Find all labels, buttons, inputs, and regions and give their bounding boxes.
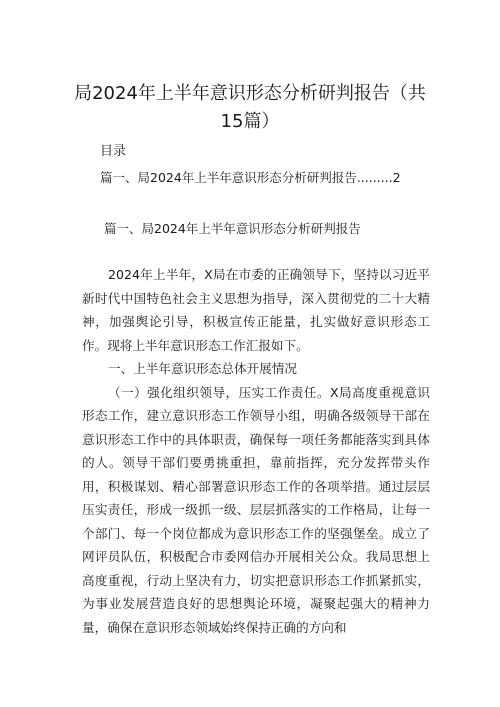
paragraph-leadership: （一）强化组织领导，压实工作责任。X局高度重视意识形态工作，建立意识形态工作领导小组，明确各级领导干部在意识形态工作中的具体职责，确保每一项任务都能落实到具体的人。领导干部们要勇挑重担，靠前指挥，充分发挥带头作用，积极谋划、精心部署意识形态工作的各项举措。通过层层压实责任，形成一级抓一级、层层抓落实的工作格局，让每一个部门、每一个岗位都成为意识形态工作的坚强堡垒。成立了网评员队伍，积极配合市委网信办开展相关公众。我局思想上高度重视，行动上坚决有力，切实把意识形态工作抓紧抓实，为事业发展营造良好的思想舆论环境，凝聚起强大的精神力量，确保在意识形态领域始终保持正确的方向和 [82, 384, 430, 635]
toc-entry-leader: ......... [356, 170, 393, 185]
document-title: 局2024年上半年意识形态分析研判报告（共15篇） [74, 83, 426, 132]
toc-entry[interactable] [100, 169, 401, 187]
body-text [82, 263, 430, 639]
toc-entry-label: 篇一、局2024年上半年意识形态分析研判报告 [100, 170, 357, 185]
paragraph-intro: 2024年上半年，X局在市委的正确领导下，坚持以习近平新时代中国特色社会主义思想为指导，深入贯彻党的二十大精神，加强舆论引导，积极宣传正能量，扎实做好意识形态工作。现将上半年意识形态工作汇报如下。 [82, 267, 430, 353]
subheading-overview: 一、上半年意识形态总体开展情况 [108, 361, 297, 376]
section-title: 篇一、局2024年上半年意识形态分析研判报告 [104, 221, 361, 236]
toc-entry-page: 2 [392, 170, 401, 185]
toc-heading: 目录 [100, 144, 127, 159]
